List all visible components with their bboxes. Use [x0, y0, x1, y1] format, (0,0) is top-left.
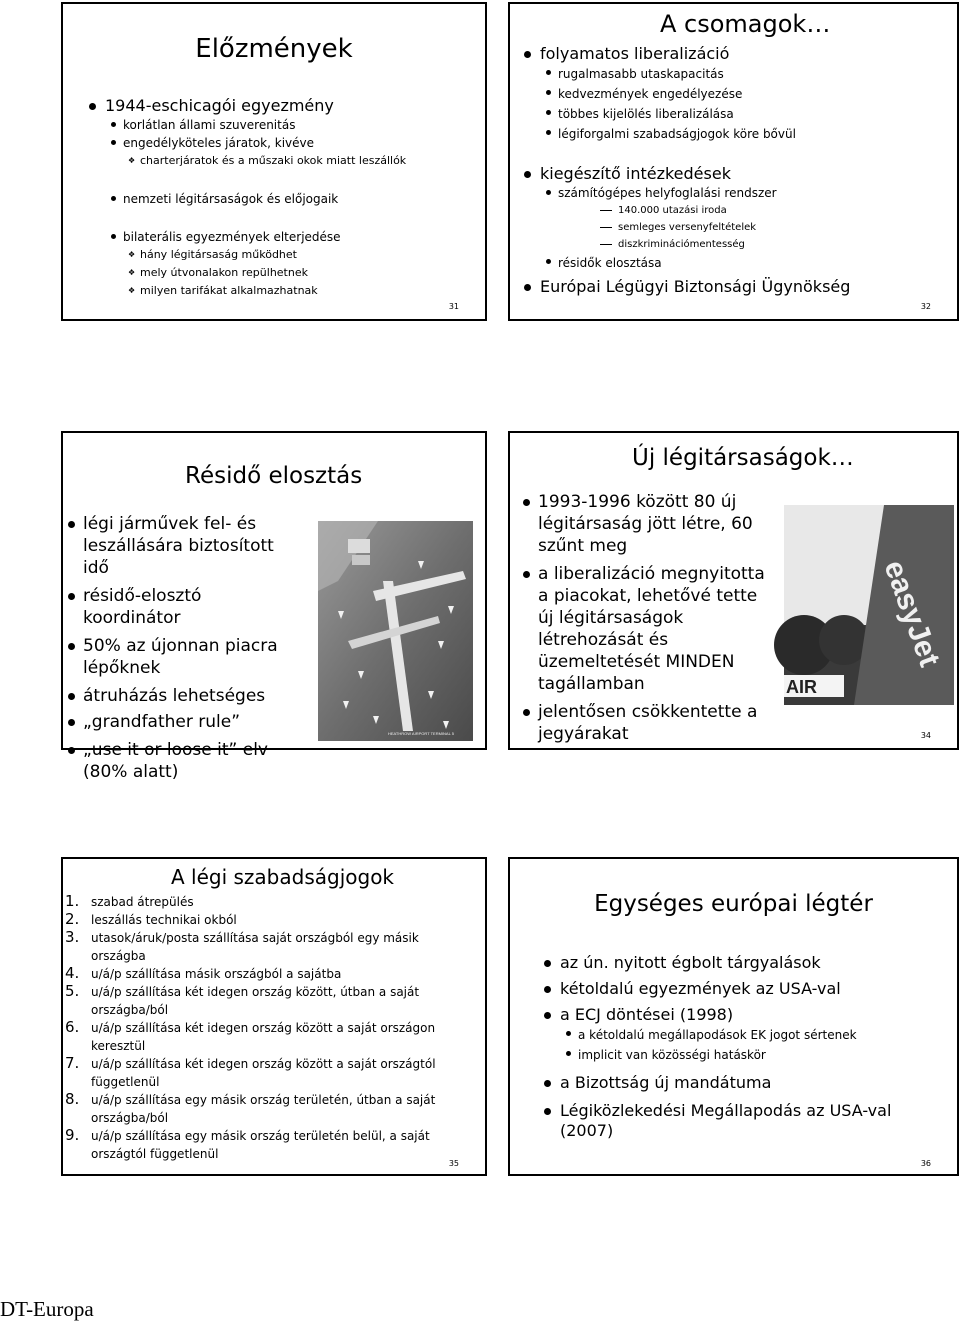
bullet-list — [518, 44, 951, 297]
list-item: rugalmasabb utaskapacitás — [518, 64, 951, 84]
list-item: Légiközlekedési Megállapodás az USA-val (2007) — [538, 1101, 947, 1141]
list-item: diszkriminációmentesség — [518, 236, 951, 253]
slide-title: A légi szabadságjogok — [171, 865, 395, 889]
slide-35 — [61, 857, 487, 1176]
list-item: a ECJ döntései (1998) — [538, 1005, 947, 1025]
slide-title: A csomagok… — [660, 10, 831, 38]
slide-title: Résidő elosztás — [185, 463, 363, 489]
page-number: 31 — [448, 302, 459, 311]
list-item: semleges versenyfeltételek — [518, 219, 951, 236]
list-item: 3. utasok/áruk/posta szállítása saját országból egy másik országba — [65, 928, 419, 963]
list-item: átruházás lehetséges — [63, 685, 303, 707]
list-item: implicit van közösségi hatáskör — [538, 1045, 947, 1065]
list-item: légi járművek fel- és leszállására biztosított idő — [63, 513, 303, 579]
list-item: ❖ hány légitársaság működhet — [83, 246, 475, 264]
bullet-list — [518, 491, 778, 745]
easyjet-tail-photo — [784, 505, 954, 705]
list-item: a kétoldalú megállapodások EK jogot sértenek — [538, 1025, 947, 1045]
list-item: „grandfather rule” — [63, 711, 303, 733]
bullet-list — [538, 953, 947, 1141]
list-item: 1. szabad átrepülés — [65, 892, 194, 910]
list-item: 6. u/á/p szállítása két idegen ország között a saját országon keresztül — [65, 1018, 436, 1053]
list-item: „use it or loose it” elv (80% alatt) — [63, 739, 303, 783]
list-item: többes kijelölés liberalizálása — [518, 104, 951, 124]
list-item: 4. u/á/p szállítása másik országból a sajátba — [65, 964, 342, 982]
list-item: Európai Légügyi Biztonsági Ügynökség — [518, 277, 951, 297]
slide-34 — [508, 431, 959, 750]
airport-photo — [318, 521, 473, 741]
numbered-list — [65, 893, 465, 1163]
slide-32 — [508, 2, 959, 321]
slide-36 — [508, 857, 959, 1176]
list-item: 140.000 utazási iroda — [518, 202, 951, 219]
slide-title: Új légitársaságok… — [632, 445, 854, 471]
photo-caption: HEATHROW AIRPORT TERMINAL 5 — [388, 731, 455, 736]
list-item: a liberalizáció megnyitotta a piacokat, lehetővé tette új légitársaságok létrehozását és üzemeltetését MINDEN tagállamban — [518, 563, 778, 695]
bullet-list — [83, 96, 475, 300]
list-item: 8. u/á/p szállítása egy másik ország területén, útban a saját országba/ból — [65, 1090, 436, 1125]
list-item: 7. u/á/p szállítása két idegen ország között a saját országtól függetlenül — [65, 1054, 436, 1089]
slide-title: Előzmények — [195, 34, 353, 64]
list-item: légiforgalmi szabadságjogok köre bővül — [518, 124, 951, 144]
list-item: folyamatos liberalizáció — [518, 44, 951, 64]
bullet-list — [63, 513, 303, 783]
list-item: résidők elosztása — [518, 253, 951, 273]
list-item: ❖ milyen tarifákat alkalmazhatnak — [83, 282, 475, 300]
list-item: résidő-elosztó koordinátor — [63, 585, 303, 629]
list-item: 5. u/á/p szállítása két idegen ország között, útban a saját országba/ból — [65, 982, 420, 1017]
footer-brand: DT-Europa — [0, 1297, 94, 1321]
page-number: 32 — [920, 302, 931, 311]
list-item: kedvezmények engedélyezése — [518, 84, 951, 104]
list-item: 1944-eschicagói egyezmény — [83, 96, 475, 116]
slide-title: Egységes európai légtér — [594, 891, 873, 917]
list-item: 2. leszállás technikai okból — [65, 910, 237, 928]
page-number: 36 — [920, 1159, 931, 1168]
tail-logo-text: easyJet — [877, 556, 947, 671]
list-item: 9. u/á/p szállítása egy másik ország területén belül, a saját országtól függetlenül — [65, 1126, 430, 1161]
page-number: 35 — [448, 1159, 459, 1168]
list-item: kétoldalú egyezmények az USA-val — [538, 979, 947, 999]
list-item: engedélyköteles járatok, kivéve — [83, 134, 475, 152]
list-item: jelentősen csökkentette a jegyárakat — [518, 701, 778, 745]
list-item: nemzeti légitársaságok és előjogaik — [83, 190, 475, 208]
list-item: 1993-1996 között 80 új légitársaság jött létre, 60 szűnt meg — [518, 491, 778, 557]
list-item: az ún. nyitott égbolt tárgyalások — [538, 953, 947, 973]
slide-33 — [61, 431, 487, 782]
list-item: bilaterális egyezmények elterjedése — [83, 228, 475, 246]
list-item: a Bizottság új mandátuma — [538, 1073, 947, 1093]
list-item: ❖ mely útvonalakon repülhetnek — [83, 264, 475, 282]
page-number: 34 — [920, 731, 931, 740]
list-item: 50% az újonnan piacra lépőknek — [63, 635, 303, 679]
list-item: ❖ charterjáratok és a műszaki okok miatt leszállók — [83, 152, 475, 170]
list-item: korlátlan állami szuverenitás — [83, 116, 475, 134]
slide-31 — [61, 2, 487, 321]
aircraft-text: AIR — [786, 677, 817, 697]
list-item: kiegészítő intézkedések — [518, 164, 951, 184]
list-item: számítógépes helyfoglalási rendszer — [518, 184, 951, 202]
